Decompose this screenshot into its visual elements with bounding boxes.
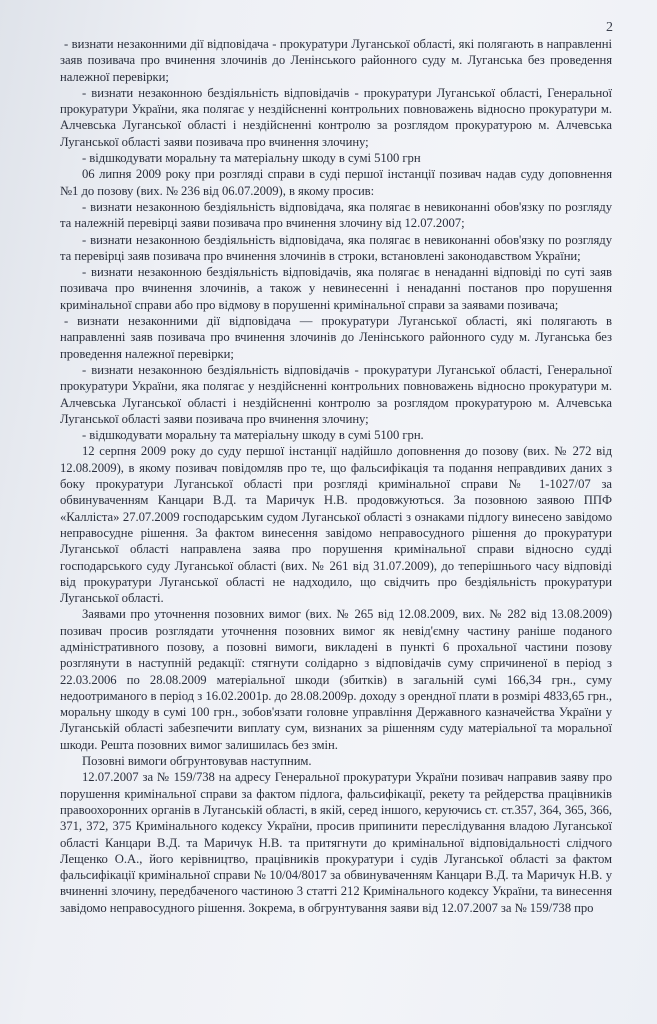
paragraph: 06 липня 2009 року при розгляді справи в суді першої інстанції позивач надав суду доповнення №1 до позову (вих. № 236 від 06.07.2009), в якому просив: (60, 167, 612, 198)
paragraph: - визнати незаконними дії відповідача - прокуратури Луганської області, які полягають в направленні заяв позивача про вчинення злочинів до Ленінського районного суду м. Луганська без проведення належної перевірки; (60, 37, 612, 84)
page-number: 2 (606, 20, 613, 35)
paragraph: 12.07.2007 за № 159/738 на адресу Генеральної прокуратури України позивач направив заяву про порушення кримінальної справи за фактом підлога, фальсифікації, рекету та рейдерства працівників правоохоронних органів в Луганській області, в якій, серед іншого, керуючись ст. ст.357, 364, 365, 366, 371, 372, 375 Кримінального кодексу України, просив припинити переслідування владою Луганської області Канцари В.Д. та Маричук Н.В. та притягнути до кримінальної відповідальності слідчого Лещенко О.А., його керівництво, працівників прокуратури і судів Луганської області за фактом фальсифікації кримінальної справи № 10/04/8017 за обвинуваченням Канцари В.Д. та Маричук Н.В. у вчиненні злочину, передбаченого частиною 3 статті 212 Кримінального кодексу України, та винесення завідомо неправосудного рішення. Зокрема, в обгрунтування заяви від 12.07.2007 за № 159/738 про (60, 770, 612, 915)
paragraph: - визнати незаконними дії відповідача — прокуратури Луганської області, які полягають в направленні заяв позивача про вчинення злочинів до Ленінського районного суду м. Луганська без проведення належної перевірки; (60, 314, 612, 361)
paragraph: - визнати незаконною бездіяльність відповідачів - прокуратури Луганської області, Генеральної прокуратури України, яка полягає у нездійсненні контрольних повноважень відносно прокуратури м. Алчевська Луганської області і нездійсненні контролю за розглядом прокуратурою м. Алчевська Луганської області заяви позивача про вчинення злочину; (60, 362, 612, 426)
paragraph: - визнати незаконною бездіяльність відповідачів - прокуратури Луганської області, Генеральної прокуратури України, яка полягає у нездійсненні контрольних повноважень відносно прокуратури м. Алчевська Луганської області і нездійсненні контролю за розглядом прокуратурою м. Алчевська Луганської області заяви позивача про вчинення злочину; (60, 85, 612, 149)
paragraph: - визнати незаконною бездіяльність відповідачів, яка полягає в ненаданні відповіді по суті заяв позивача про вчинення злочинів, а також у невинесенні і ненаданні постанов про порушення кримінальної справи або про відмову в порушенні кримінальної справи за заявами позивача; (60, 265, 612, 312)
paragraph: 12 серпня 2009 року до суду першої інстанції надійшло доповнення до позову (вих. № 272 від 12.08.2009), в якому позивач повідомляв про те, що фальсифікація та подання неправдивих даних з боку прокуратури Луганської області при розгляді кримінальної справи № 1-1027/07 за обвинуваченням Канцари В.Д. та Маричук Н.В. продовжуються. За позовною заявою ППФ «Калліста» 27.07.2009 господарським судом Луганської області з ознаками підлогу винесено завідомо неправосудне рішення. За фактом винесення завідомо неправосудного рішення до прокуратури Луганської області направлена заява про порушення кримінальної справи відносно судді господарського суду Луганської області (вих. № 261 від 31.07.2009), до теперішнього часу відповіді від прокуратури Луганської області не надходило, що свідчить про бездіяльність прокуратури Луганської області. (60, 444, 612, 606)
paragraph: Заявами про уточнення позовних вимог (вих. № 265 від 12.08.2009, вих. № 282 від 13.08.2009) позивач просив розглядати уточнення позовних вимог як невід'ємну частину раніше поданого адміністративного позову, а позовні вимоги, викладені в пункті 6 прохальної частини позову розглянути в наступній редакції: стягнути солідарно з відповідачів суму спричиненої в період з 22.03.2006 по 28.08.2009 матеріальної шкоди (збитків) в загальній сумі 166,34 грн., суму недоотриманого в період з 16.02.2001р. до 28.08.2009р. доходу з орендної плати в розмірі 4833,65 грн., моральну шкоду в сумі 100 грн., зобов'язати головне управління Державного казначейства України у Луганській області забезпечити виплату сум, визнаних за рішенням суду матеріальної та моральної шкоди. Решта позовних вимог залишилась без змін. (60, 607, 612, 752)
paragraph: - відшкодувати моральну та матеріальну шкоду в сумі 5100 грн (82, 151, 421, 166)
paragraph: - визнати незаконною бездіяльність відповідача, яка полягає в невиконанні обов'язку по розгляду та належній перевірці заяви позивача про вчинення злочину від 12.07.2007; (60, 199, 612, 231)
paragraph: - визнати незаконною бездіяльність відповідача, яка полягає в невиконанні обов'язку по розгляду та перевірці заяв позивача про вчинення злочинів в строки, встановлені законодавством України; (60, 232, 612, 263)
paragraph: Позовні вимоги обгрунтовував наступним. (82, 754, 312, 769)
paragraph: - відшкодувати моральну та матеріальну шкоду в сумі 5100 грн. (82, 428, 424, 443)
document-body (60, 36, 612, 916)
